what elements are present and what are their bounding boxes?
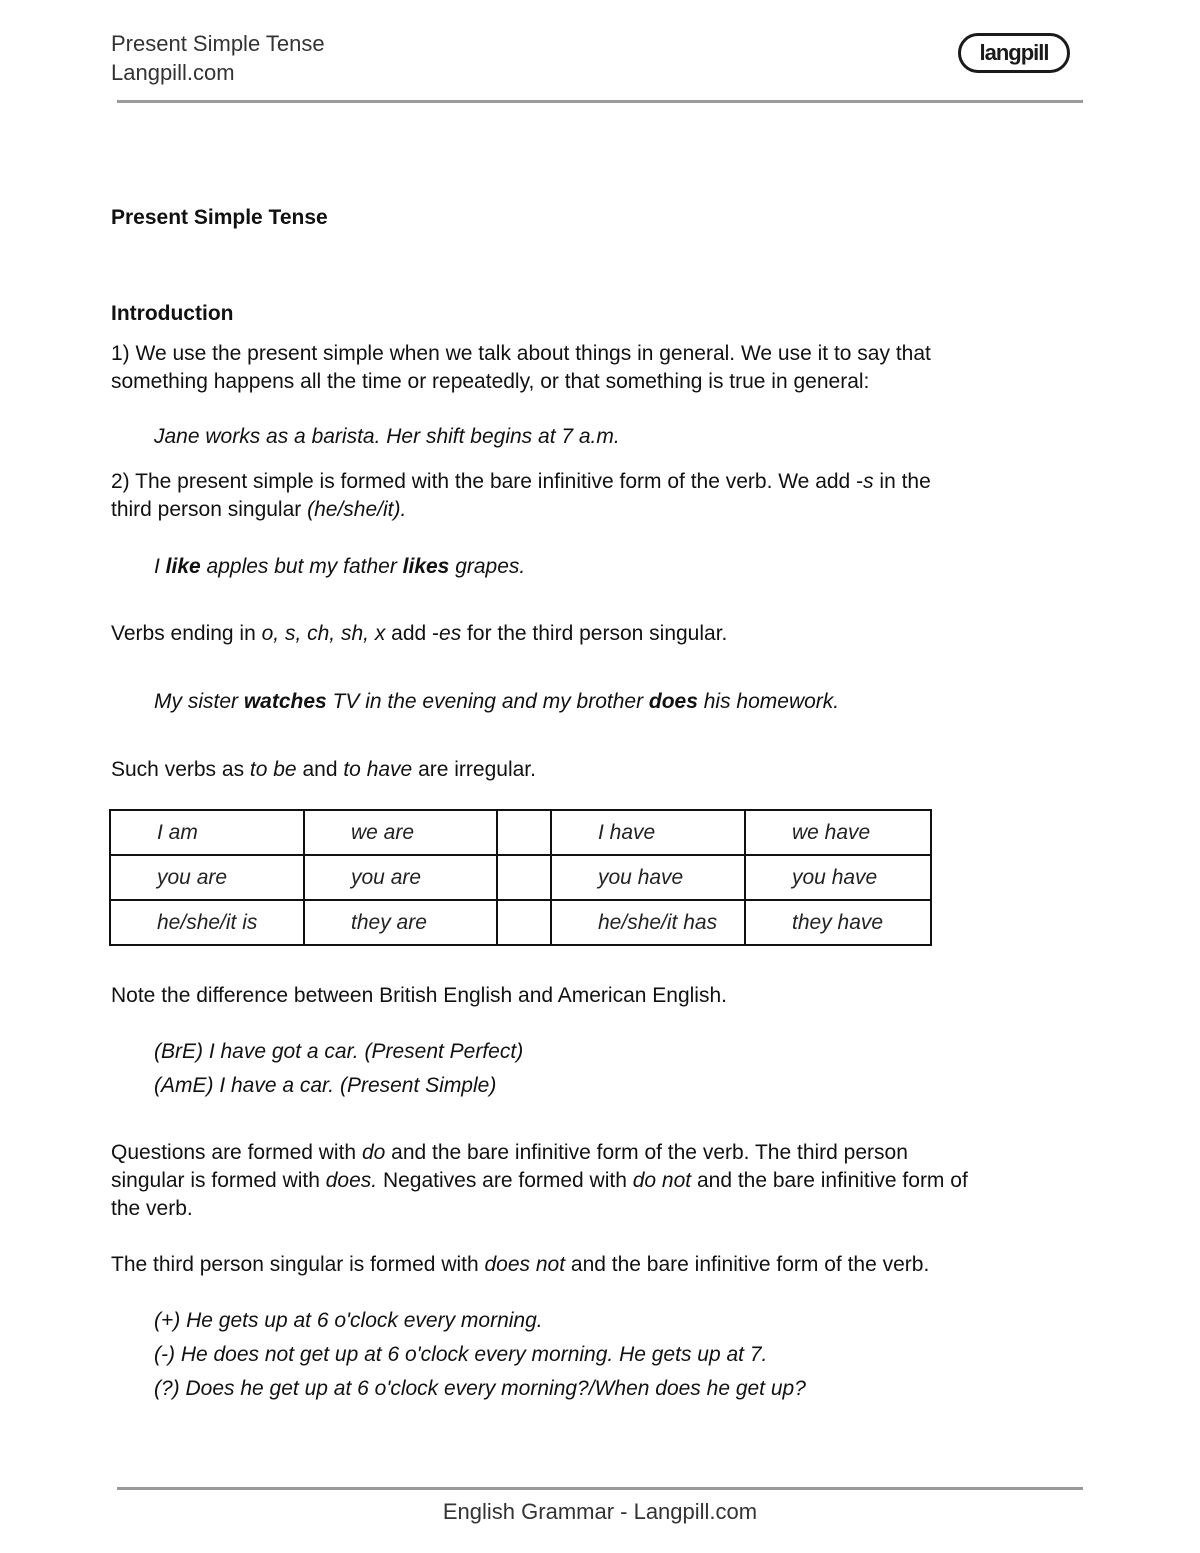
paragraph-1-line-2: something happens all the time or repeatedly, or that something is true in general: — [111, 370, 870, 393]
table-cell: you have — [551, 855, 745, 900]
text-segment: I — [154, 555, 166, 578]
example-3 — [154, 688, 839, 716]
verb-forms-table — [109, 809, 932, 946]
header-divider — [117, 100, 1083, 103]
text-segment: singular is formed with — [111, 1169, 326, 1192]
table-cell: he/she/it is — [110, 900, 304, 945]
text-segment: add - — [385, 622, 440, 645]
table-cell-empty — [497, 810, 551, 855]
page-title: Present Simple Tense — [111, 206, 328, 229]
text-segment: to be — [249, 758, 297, 781]
example-5-line-1: (+) He gets up at 6 o'clock every morning. — [154, 1309, 543, 1332]
text-segment: in the — [873, 470, 931, 493]
table-cell: they have — [745, 900, 931, 945]
paragraph-6-line-3: the verb. — [111, 1197, 193, 1220]
table-cell-empty — [497, 855, 551, 900]
text-segment: to have — [343, 758, 413, 781]
example-4-line-2: (AmE) I have a car. (Present Simple) — [154, 1074, 497, 1097]
text-segment: his homework. — [697, 690, 840, 713]
table-row — [110, 900, 931, 945]
text-segment: and the bare infinitive form of the verb. The third person — [385, 1141, 908, 1164]
paragraph-4 — [111, 756, 536, 784]
text-segment: es — [439, 622, 462, 645]
table-cell: they are — [304, 900, 497, 945]
paragraph-3 — [111, 620, 727, 648]
table-row — [110, 855, 931, 900]
header-site: Langpill.com — [111, 60, 235, 85]
table-cell: I have — [551, 810, 745, 855]
paragraph-6-line-1 — [111, 1139, 908, 1167]
text-segment: and the bare infinitive form of the verb. — [565, 1253, 930, 1276]
text-segment: for the third person singular. — [461, 622, 728, 645]
example-4-line-1: (BrE) I have got a car. (Present Perfect) — [154, 1040, 524, 1063]
paragraph-1-line-1: 1) We use the present simple when we talk about things in general. We use it to say that — [111, 342, 931, 365]
table-cell: you have — [745, 855, 931, 900]
example-2 — [154, 553, 525, 581]
text-segment: likes — [402, 555, 450, 578]
table-row — [110, 810, 931, 855]
text-segment: (he/she/it). — [307, 498, 407, 521]
section-heading-introduction: Introduction — [111, 302, 234, 325]
paragraph-2-line-1 — [111, 468, 931, 496]
text-segment: s — [863, 470, 874, 493]
text-segment: watches — [243, 690, 327, 713]
text-segment: Verbs ending in — [111, 622, 262, 645]
text-segment: 2) The present simple is formed with the bare infinitive form of the verb. We add - — [111, 470, 864, 493]
text-segment: Negatives are formed with — [377, 1169, 633, 1192]
paragraph-5: Note the difference between British English and American English. — [111, 984, 727, 1007]
text-segment: do — [361, 1141, 386, 1164]
paragraph-2-line-2 — [111, 496, 406, 524]
text-segment: grapes. — [449, 555, 526, 578]
table-cell: we have — [745, 810, 931, 855]
text-segment: o, s, ch, sh, x — [261, 622, 386, 645]
text-segment: Such verbs as — [111, 758, 250, 781]
table-cell: I am — [110, 810, 304, 855]
table-cell: you are — [304, 855, 497, 900]
text-segment: does — [648, 690, 698, 713]
table-cell-empty — [497, 900, 551, 945]
text-segment: third person singular — [111, 498, 308, 521]
paragraph-7 — [111, 1251, 929, 1279]
text-segment: does. — [325, 1169, 378, 1192]
text-segment: apples but my father — [200, 555, 403, 578]
text-segment: TV in the evening and my brother — [326, 690, 649, 713]
text-segment: The third person singular is formed with — [111, 1253, 485, 1276]
example-1: Jane works as a barista. Her shift begins at 7 a.m. — [154, 425, 620, 448]
text-segment: Questions are formed with — [111, 1141, 362, 1164]
text-segment: and — [296, 758, 344, 781]
table-cell: you are — [110, 855, 304, 900]
example-5-line-2: (-) He does not get up at 6 o'clock every morning. He gets up at 7. — [154, 1343, 768, 1366]
header-title: Present Simple Tense — [111, 31, 325, 56]
text-segment: do not — [632, 1169, 692, 1192]
langpill-logo: langpill — [958, 33, 1070, 73]
footer-text: English Grammar - Langpill.com — [442, 1499, 758, 1524]
text-segment: like — [165, 555, 201, 578]
footer-divider — [117, 1487, 1083, 1490]
text-segment: My sister — [154, 690, 244, 713]
text-segment: are irregular. — [412, 758, 536, 781]
table-cell: we are — [304, 810, 497, 855]
example-5-line-3: (?) Does he get up at 6 o'clock every morning?/When does he get up? — [154, 1377, 806, 1400]
text-segment: and the bare infinitive form of — [691, 1169, 968, 1192]
table-cell: he/she/it has — [551, 900, 745, 945]
text-segment: does not — [484, 1253, 566, 1276]
paragraph-6-line-2 — [111, 1167, 968, 1195]
